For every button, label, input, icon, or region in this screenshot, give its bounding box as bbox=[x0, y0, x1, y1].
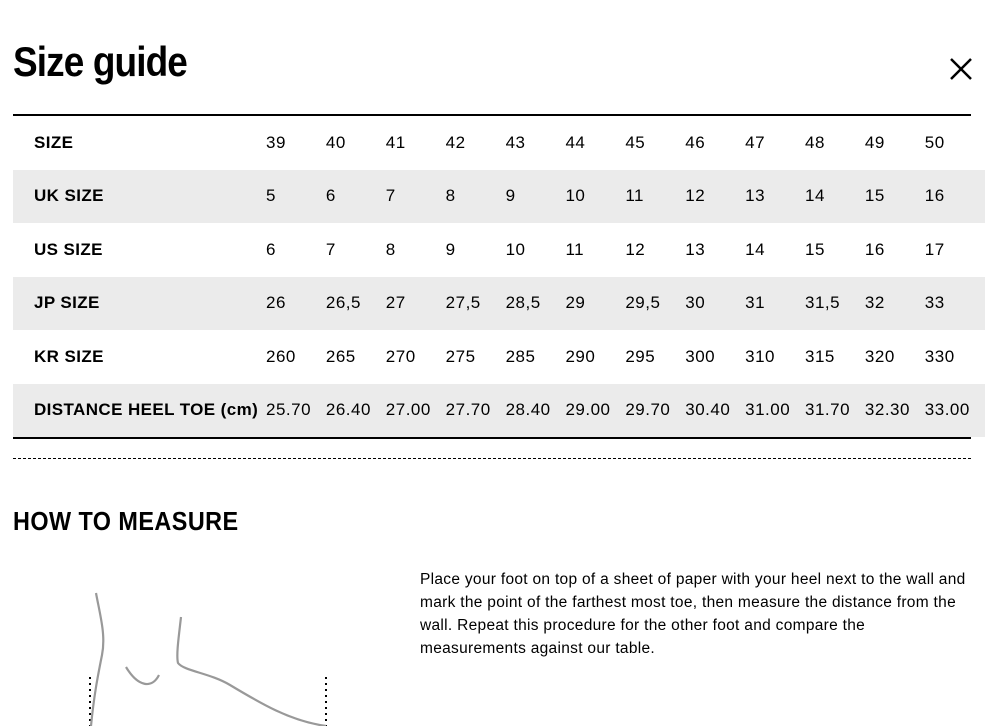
row-label: US SIZE bbox=[34, 239, 103, 259]
table-cell: 48 bbox=[805, 132, 825, 152]
table-cell: 11 bbox=[625, 170, 685, 224]
close-icon bbox=[944, 52, 978, 86]
table-cell: 33 bbox=[925, 277, 985, 331]
table-cell: 29,5 bbox=[625, 277, 685, 331]
table-cell: 15 bbox=[865, 170, 925, 224]
table-cell: 300 bbox=[685, 346, 716, 366]
size-table bbox=[13, 114, 971, 439]
table-cell: 6 bbox=[266, 239, 276, 259]
table-cell: 11 bbox=[565, 239, 585, 259]
table-cell: 8 bbox=[385, 239, 396, 259]
table-cell: 31.00 bbox=[745, 384, 805, 438]
table-cell: 8 bbox=[446, 170, 506, 224]
table-cell: 30 bbox=[685, 277, 745, 331]
row-label: KR SIZE bbox=[34, 346, 104, 366]
table-cell: 16 bbox=[925, 170, 985, 224]
table-row bbox=[13, 277, 985, 331]
table-cell: 29.70 bbox=[625, 384, 685, 438]
table-cell: 5 bbox=[266, 170, 326, 224]
table-cell: 6 bbox=[326, 170, 386, 224]
table-cell: 29.00 bbox=[565, 384, 625, 438]
table-cell: 29 bbox=[565, 277, 625, 331]
table-row bbox=[13, 330, 985, 384]
table-cell: 9 bbox=[506, 170, 566, 224]
table-cell: 12 bbox=[625, 239, 646, 259]
table-cell: 295 bbox=[625, 346, 656, 366]
table-cell: 14 bbox=[745, 239, 766, 259]
table-cell: 45 bbox=[625, 132, 646, 152]
table-cell: 320 bbox=[864, 346, 895, 366]
table-cell: 40 bbox=[325, 132, 346, 152]
table-cell: 14 bbox=[805, 170, 865, 224]
table-cell: 31,5 bbox=[805, 277, 865, 331]
table-cell: 28.40 bbox=[506, 384, 566, 438]
table-row bbox=[13, 384, 985, 438]
how-to-measure-heading: HOW TO MEASURE bbox=[13, 506, 239, 536]
table-cell: 30.40 bbox=[685, 384, 745, 438]
table-cell: 43 bbox=[505, 132, 526, 152]
measure-instructions: Place your foot on top of a sheet of paper with your heel next to the wall and mark the point of the farthest most toe, then measure the distance from the wall. Repeat this procedure for the other foot and compare the measurements against our table. bbox=[420, 571, 966, 657]
row-label: DISTANCE HEEL TOE (cm) bbox=[13, 384, 266, 438]
table-cell: 44 bbox=[565, 132, 586, 152]
table-cell: 310 bbox=[745, 346, 775, 366]
close-button[interactable] bbox=[944, 52, 978, 86]
table-cell: 32 bbox=[865, 277, 925, 331]
table-cell: 275 bbox=[445, 346, 476, 366]
table-cell: 13 bbox=[745, 170, 805, 224]
page-title: Size guide bbox=[13, 38, 187, 85]
table-cell: 31 bbox=[745, 277, 805, 331]
table-cell: 285 bbox=[505, 346, 536, 366]
table-cell: 46 bbox=[685, 132, 706, 152]
table-cell: 13 bbox=[685, 239, 706, 259]
foot-measurement-illustration bbox=[60, 585, 360, 726]
table-cell: 31.70 bbox=[805, 384, 865, 438]
table-cell: 50 bbox=[924, 132, 945, 152]
table-cell: 26,5 bbox=[326, 277, 386, 331]
table-cell: 49 bbox=[864, 132, 885, 152]
table-cell: 10 bbox=[565, 170, 625, 224]
table-cell: 330 bbox=[924, 346, 955, 366]
table-cell: 260 bbox=[266, 346, 296, 366]
table-cell: 27.00 bbox=[386, 384, 446, 438]
table-cell: 26 bbox=[266, 277, 326, 331]
table-row bbox=[13, 170, 985, 224]
table-cell: 41 bbox=[385, 132, 406, 152]
table-cell: 290 bbox=[565, 346, 596, 366]
table-cell: 27.70 bbox=[446, 384, 506, 438]
table-cell: 26.40 bbox=[326, 384, 386, 438]
table-cell: 265 bbox=[325, 346, 356, 366]
table-cell: 16 bbox=[864, 239, 885, 259]
table-cell: 25.70 bbox=[266, 384, 326, 438]
table-cell: 47 bbox=[745, 132, 766, 152]
table-cell: 270 bbox=[385, 346, 416, 366]
row-label: SIZE bbox=[34, 132, 74, 152]
table-cell: 10 bbox=[505, 239, 526, 259]
table-cell: 28,5 bbox=[506, 277, 566, 331]
row-label: JP SIZE bbox=[13, 277, 266, 331]
table-cell: 32.30 bbox=[865, 384, 925, 438]
table-cell: 12 bbox=[685, 170, 745, 224]
table-cell: 7 bbox=[325, 239, 336, 259]
table-cell: 9 bbox=[445, 239, 456, 259]
dashed-divider bbox=[13, 458, 971, 459]
table-cell: 27 bbox=[386, 277, 446, 331]
table-cell: 27,5 bbox=[446, 277, 506, 331]
table-cell: 15 bbox=[805, 239, 825, 259]
row-label: UK SIZE bbox=[13, 170, 266, 224]
table-cell: 17 bbox=[924, 239, 945, 259]
table-cell: 42 bbox=[445, 132, 466, 152]
table-cell: 315 bbox=[805, 346, 835, 366]
table-cell: 39 bbox=[266, 132, 286, 152]
table-cell: 7 bbox=[386, 170, 446, 224]
table-cell: 33.00 bbox=[925, 384, 985, 438]
table-row bbox=[13, 116, 985, 170]
table-row bbox=[13, 223, 985, 277]
